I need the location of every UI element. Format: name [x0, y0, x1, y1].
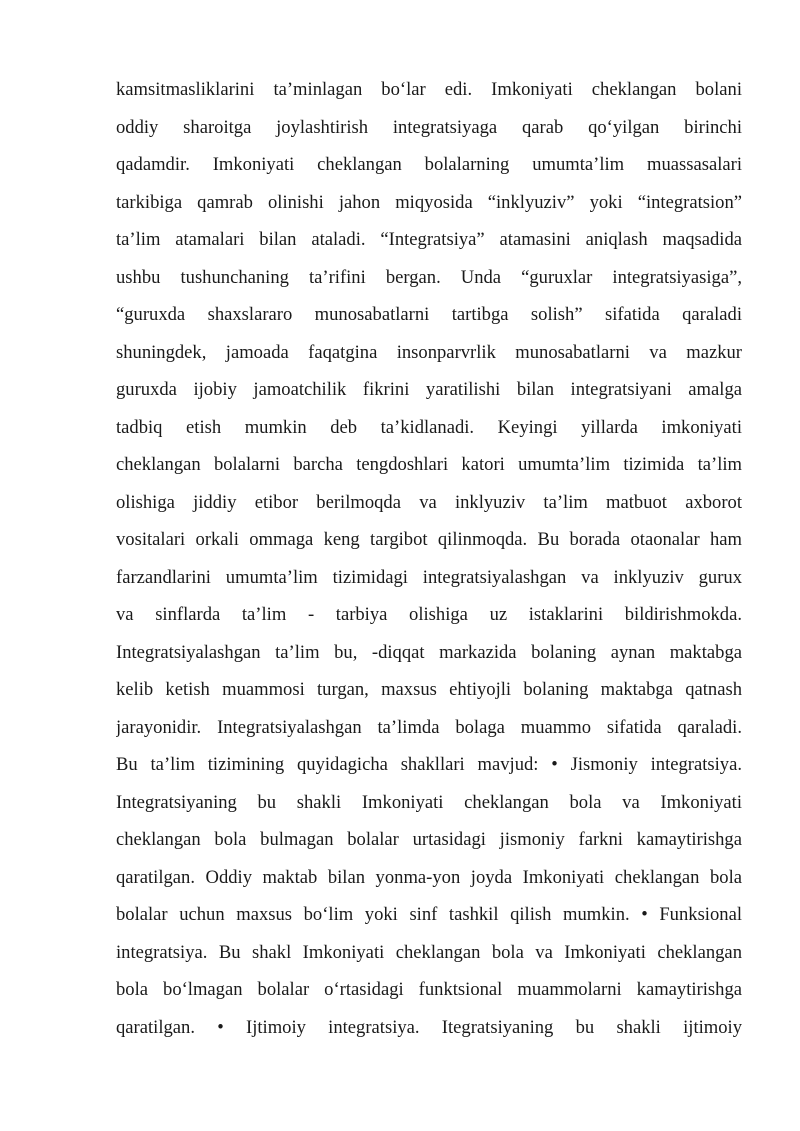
body-text	[116, 71, 742, 1046]
text-line: cheklangan bolalarni barcha tengdoshlari katori umumta’lim tizimida ta’lim	[116, 454, 742, 475]
text-line: olishiga jiddiy etibor berilmoqda va inklyuziv ta’lim matbuot axborot	[116, 491, 742, 513]
text-line: qadamdir. Imkoniyati cheklangan bolalarning umumta’lim muassasalari	[116, 154, 742, 175]
text-line: ta’lim atamalari bilan ataladi. “Integratsiya” atamasini aniqlash maqsadida	[116, 229, 742, 250]
text-line: cheklangan bola bulmagan bolalar urtasidagi jismoniy farkni kamaytirishga	[116, 829, 742, 850]
text-line: Integratsiyaning bu shakli Imkoniyati cheklangan bola va Imkoniyati	[116, 791, 742, 813]
text-line: guruxda ijobiy jamoatchilik fikrini yaratilishi bilan integratsiyani amalga	[116, 379, 742, 400]
text-line: tarkibiga qamrab olinishi jahon miqyosida “inklyuziv” yoki “integratsion”	[116, 191, 742, 213]
text-line: Integratsiyalashgan ta’lim bu, -diqqat markazida bolaning aynan maktabga	[116, 641, 742, 663]
text-line: ushbu tushunchaning ta’rifini bergan. Unda “guruxlar integratsiyasiga”,	[116, 266, 742, 288]
text-line: bolalar uchun maxsus bo‘lim yoki sinf tashkil qilish mumkin. • Funksional	[116, 904, 742, 925]
text-line: qaratilgan. Oddiy maktab bilan yonma-yon joyda Imkoniyati cheklangan bola	[116, 866, 742, 888]
text-line: qaratilgan. • Ijtimoiy integratsiya. Itegratsiyaning bu shakli ijtimoiy	[116, 1016, 742, 1038]
text-line: tadbiq etish mumkin deb ta’kidlanadi. Keyingi yillarda imkoniyati	[116, 416, 742, 438]
text-line: va sinflarda ta’lim - tarbiya olishiga uz istaklarini bildirishmokda.	[116, 604, 742, 625]
text-line: vositalari orkali ommaga keng targibot qilinmoqda. Bu borada otaonalar ham	[116, 529, 742, 550]
text-line: Bu ta’lim tizimining quyidagicha shakllari mavjud: • Jismoniy integratsiya.	[116, 754, 742, 775]
text-line: shuningdek, jamoada faqatgina insonparvrlik munosabatlarni va mazkur	[116, 341, 742, 363]
text-line: integratsiya. Bu shakl Imkoniyati cheklangan bola va Imkoniyati cheklangan	[116, 941, 742, 963]
text-line: oddiy sharoitga joylashtirish integratsiyaga qarab qo‘yilgan birinchi	[116, 116, 742, 138]
text-line: kelib ketish muammosi turgan, maxsus ehtiyojli bolaning maktabga qatnash	[116, 679, 742, 700]
text-line: kamsitmasliklarini ta’minlagan bo‘lar edi. Imkoniyati cheklangan bolani	[116, 79, 742, 100]
text-line: jarayonidir. Integratsiyalashgan ta’limda bolaga muammo sifatida qaraladi.	[116, 716, 742, 738]
text-line: bola bo‘lmagan bolalar o‘rtasidagi funktsional muammolarni kamaytirishga	[116, 979, 742, 1000]
text-line: “guruxda shaxslararo munosabatlarni tartibga solish” sifatida qaraladi	[116, 304, 742, 325]
text-line: farzandlarini umumta’lim tizimidagi integratsiyalashgan va inklyuziv gurux	[116, 566, 742, 588]
